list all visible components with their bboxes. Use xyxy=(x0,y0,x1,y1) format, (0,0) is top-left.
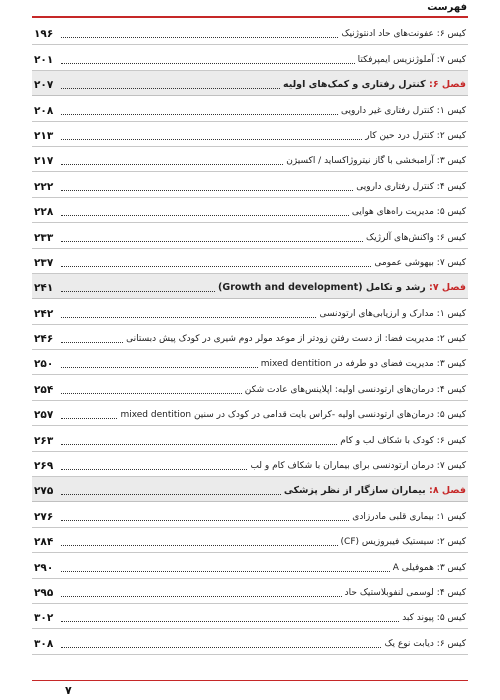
toc-page-number: ۲۷۶ xyxy=(34,510,54,523)
dot-leader xyxy=(61,88,280,89)
toc-page-number: ۲۷۵ xyxy=(34,485,54,498)
entry-text: درمان‌های ارتودنسی اولیه -کراس بایت قدامی در کودک در سنین mixed dentition xyxy=(120,410,434,421)
toc-entry-row[interactable] xyxy=(32,375,468,400)
case-label: کیس ۲: xyxy=(436,130,466,141)
toc-entry-row[interactable] xyxy=(32,20,468,45)
case-label: کیس ۴: xyxy=(436,587,466,598)
toc-entry-row[interactable] xyxy=(32,122,468,147)
toc-page-number: ۲۱۳ xyxy=(34,129,54,142)
toc-page-number: ۲۳۳ xyxy=(34,231,54,244)
toc-entry-title xyxy=(352,511,466,523)
toc-entry-row[interactable] xyxy=(32,401,468,426)
toc-page-number: ۲۸۴ xyxy=(34,536,54,549)
entry-text: بیهوشی عمومی xyxy=(374,257,434,268)
toc-entry-title xyxy=(393,562,466,574)
toc-page-number: ۲۶۳ xyxy=(34,434,54,447)
entry-text: پیوند کبد xyxy=(402,613,434,624)
dot-leader xyxy=(61,367,258,368)
toc-entry-title xyxy=(245,384,466,396)
footer-page-number: ۷ xyxy=(65,684,72,697)
toc-page-number: ۲۱۷ xyxy=(34,155,54,168)
dot-leader xyxy=(61,215,349,216)
case-label: کیس ۱: xyxy=(436,511,466,522)
toc-page-number: ۲۲۸ xyxy=(34,206,54,219)
toc-page-number: ۱۹۶ xyxy=(34,28,54,41)
toc-chapter-row[interactable] xyxy=(32,71,468,96)
case-label: کیس ۳: xyxy=(436,562,466,573)
chapter-label: فصل ۸: xyxy=(429,485,466,497)
toc-entry-row[interactable] xyxy=(32,502,468,527)
entry-text: درمان‌های ارتودنسی اولیه: اپلاینس‌های عادت شکن xyxy=(244,384,434,395)
case-label: کیس ۷: xyxy=(436,54,466,65)
case-label: کیس ۵: xyxy=(436,410,466,421)
toc-page-number: ۲۲۲ xyxy=(34,180,54,193)
dot-leader xyxy=(61,469,247,470)
entry-text: واکنش‌های آلرژیک xyxy=(366,232,434,243)
entry-text: دیابت نوع یک xyxy=(384,638,434,649)
entry-text: لوسمی لنفوبلاستیک حاد xyxy=(344,587,434,598)
toc-entry-title xyxy=(345,587,466,599)
dot-leader xyxy=(61,571,390,572)
toc-entry-row[interactable] xyxy=(32,45,468,70)
header-rule xyxy=(32,16,468,18)
case-label: کیس ۲: xyxy=(436,334,466,345)
toc-entry-row[interactable] xyxy=(32,350,468,375)
toc-entry-title xyxy=(358,54,466,66)
entry-text: آملوژنزیس ایمپرفکتا xyxy=(357,54,434,65)
case-label: کیس ۶: xyxy=(436,638,466,649)
case-label: کیس ۶: xyxy=(436,435,466,446)
dot-leader xyxy=(61,266,371,267)
dot-leader xyxy=(61,520,349,521)
toc-entry-title xyxy=(374,257,466,269)
dot-leader xyxy=(61,342,123,343)
toc-entry-row[interactable] xyxy=(32,96,468,121)
case-label: کیس ۴: xyxy=(436,181,466,192)
case-label: کیس ۵: xyxy=(436,207,466,218)
toc-entry-row[interactable] xyxy=(32,528,468,553)
toc-entry-row[interactable] xyxy=(32,223,468,248)
toc-entry-row[interactable] xyxy=(32,147,468,172)
entry-text: رشد و تکامل (Growth and development) xyxy=(218,282,426,294)
toc-page-number: ۲۰۷ xyxy=(34,79,54,92)
entry-text: آرامبخشی با گاز نیتروژاکساید / اکسیژن xyxy=(286,156,434,167)
entry-text: بیماران سازگار از نظر پزشکی xyxy=(283,485,426,497)
toc-entry-row[interactable] xyxy=(32,249,468,274)
toc-entry-title xyxy=(341,536,466,548)
toc-page-number: ۲۵۰ xyxy=(34,358,54,371)
dot-leader xyxy=(61,596,342,597)
toc-entry-title xyxy=(120,409,466,421)
toc-entry-title xyxy=(126,333,466,345)
case-label: کیس ۳: xyxy=(436,156,466,167)
toc-entry-row[interactable] xyxy=(32,299,468,324)
toc-page-number: ۲۴۱ xyxy=(34,282,54,295)
toc-entry-title xyxy=(352,206,466,218)
toc-page-number: ۲۵۴ xyxy=(34,383,54,396)
chapter-label: فصل ۷: xyxy=(429,282,466,294)
toc-entry-row[interactable] xyxy=(32,198,468,223)
entry-text: مدیریت فضای دو طرفه در mixed dentition xyxy=(260,359,434,370)
entry-text: عفونت‌های حاد ادنتوژنیک xyxy=(341,29,434,40)
entry-text: کنترل رفتاری و کمک‌های اولیه xyxy=(282,79,426,91)
toc-entry-title xyxy=(319,308,466,320)
dot-leader xyxy=(61,494,281,495)
toc-entry-title xyxy=(218,282,466,294)
entry-text: کودک با شکاف لب و کام xyxy=(340,435,434,446)
toc-page-number: ۲۶۹ xyxy=(34,460,54,473)
dot-leader xyxy=(61,647,381,648)
dot-leader xyxy=(61,37,338,38)
toc-entry-title xyxy=(283,79,466,91)
case-label: کیس ۷: xyxy=(436,461,466,472)
toc-entry-row[interactable] xyxy=(32,452,468,477)
toc-entry-row[interactable] xyxy=(32,604,468,629)
case-label: کیس ۲: xyxy=(436,537,466,548)
header-title: فهرست xyxy=(427,2,467,13)
dot-leader xyxy=(61,317,316,318)
entry-text: کنترل درد حین کار xyxy=(365,130,434,141)
toc-entry-title xyxy=(261,358,466,370)
entry-text: درمان ارتودنسی برای بیماران با شکاف کام و لب xyxy=(250,461,434,472)
case-label: کیس ۶: xyxy=(436,29,466,40)
dot-leader xyxy=(61,393,242,394)
toc-page-number: ۲۹۰ xyxy=(34,561,54,574)
case-label: کیس ۷: xyxy=(436,257,466,268)
dot-leader xyxy=(61,545,338,546)
dot-leader xyxy=(61,139,362,140)
toc-entry-row[interactable] xyxy=(32,553,468,578)
toc-entry-title xyxy=(340,435,466,447)
dot-leader xyxy=(61,621,399,622)
entry-text: مدارک و ارزیابی‌های ارتودنسی xyxy=(319,308,434,319)
toc-entry-row[interactable] xyxy=(32,172,468,197)
toc-entry-row[interactable] xyxy=(32,426,468,451)
entry-text: کنترل رفتاری غیر دارویی xyxy=(340,105,434,116)
entry-text: مدیریت فضا: از دست رفتن زودتر از موعد مولر دوم شیری در کودک پیش دبستانی xyxy=(126,334,434,345)
case-label: کیس ۱: xyxy=(436,308,466,319)
dot-leader xyxy=(61,241,363,242)
toc-entry-title xyxy=(284,485,466,497)
toc-page-number: ۲۰۸ xyxy=(34,104,54,117)
dot-leader xyxy=(61,190,353,191)
toc-entry-title xyxy=(356,181,466,193)
entry-text: هموفیلی A xyxy=(392,562,434,573)
toc-entry-row[interactable] xyxy=(32,629,468,654)
toc-page-number: ۳۰۸ xyxy=(34,637,54,650)
toc-page-number: ۲۴۲ xyxy=(34,307,54,320)
entry-text: سیستیک فیبروزیس (CF) xyxy=(340,537,434,548)
case-label: کیس ۴: xyxy=(436,384,466,395)
footer-rule xyxy=(32,680,468,681)
chapter-label: فصل ۶: xyxy=(429,79,466,91)
toc-entry-title xyxy=(365,130,466,142)
toc-entry-title xyxy=(341,28,466,40)
case-label: کیس ۳: xyxy=(436,359,466,370)
table-of-contents xyxy=(32,20,468,655)
entry-text: کنترل رفتاری دارویی xyxy=(356,181,434,192)
dot-leader xyxy=(61,63,355,64)
dot-leader xyxy=(61,418,117,419)
toc-chapter-row[interactable] xyxy=(32,274,468,299)
toc-page-number: ۲۵۷ xyxy=(34,409,54,422)
toc-entry-row[interactable] xyxy=(32,579,468,604)
dot-leader xyxy=(61,114,338,115)
toc-page-number: ۲۳۷ xyxy=(34,256,54,269)
toc-page-number: ۲۹۵ xyxy=(34,586,54,599)
toc-page-number: ۲۴۶ xyxy=(34,333,54,346)
page-header xyxy=(0,0,500,20)
case-label: کیس ۱: xyxy=(436,105,466,116)
toc-entry-title xyxy=(384,638,466,650)
dot-leader xyxy=(61,444,337,445)
toc-entry-title xyxy=(341,105,466,117)
toc-page-number: ۳۰۲ xyxy=(34,612,54,625)
toc-entry-row[interactable] xyxy=(32,325,468,350)
entry-text: مدیریت راه‌های هوایی xyxy=(351,207,434,218)
case-label: کیس ۶: xyxy=(436,232,466,243)
toc-entry-title xyxy=(366,232,466,244)
toc-entry-title xyxy=(402,612,466,624)
entry-text: بیماری قلبی مادرزادی xyxy=(352,511,434,522)
dot-leader xyxy=(61,291,215,292)
toc-entry-title xyxy=(250,460,466,472)
toc-entry-title xyxy=(286,155,466,167)
dot-leader xyxy=(61,164,283,165)
toc-page-number: ۲۰۱ xyxy=(34,53,54,66)
toc-chapter-row[interactable] xyxy=(32,477,468,502)
case-label: کیس ۵: xyxy=(436,613,466,624)
